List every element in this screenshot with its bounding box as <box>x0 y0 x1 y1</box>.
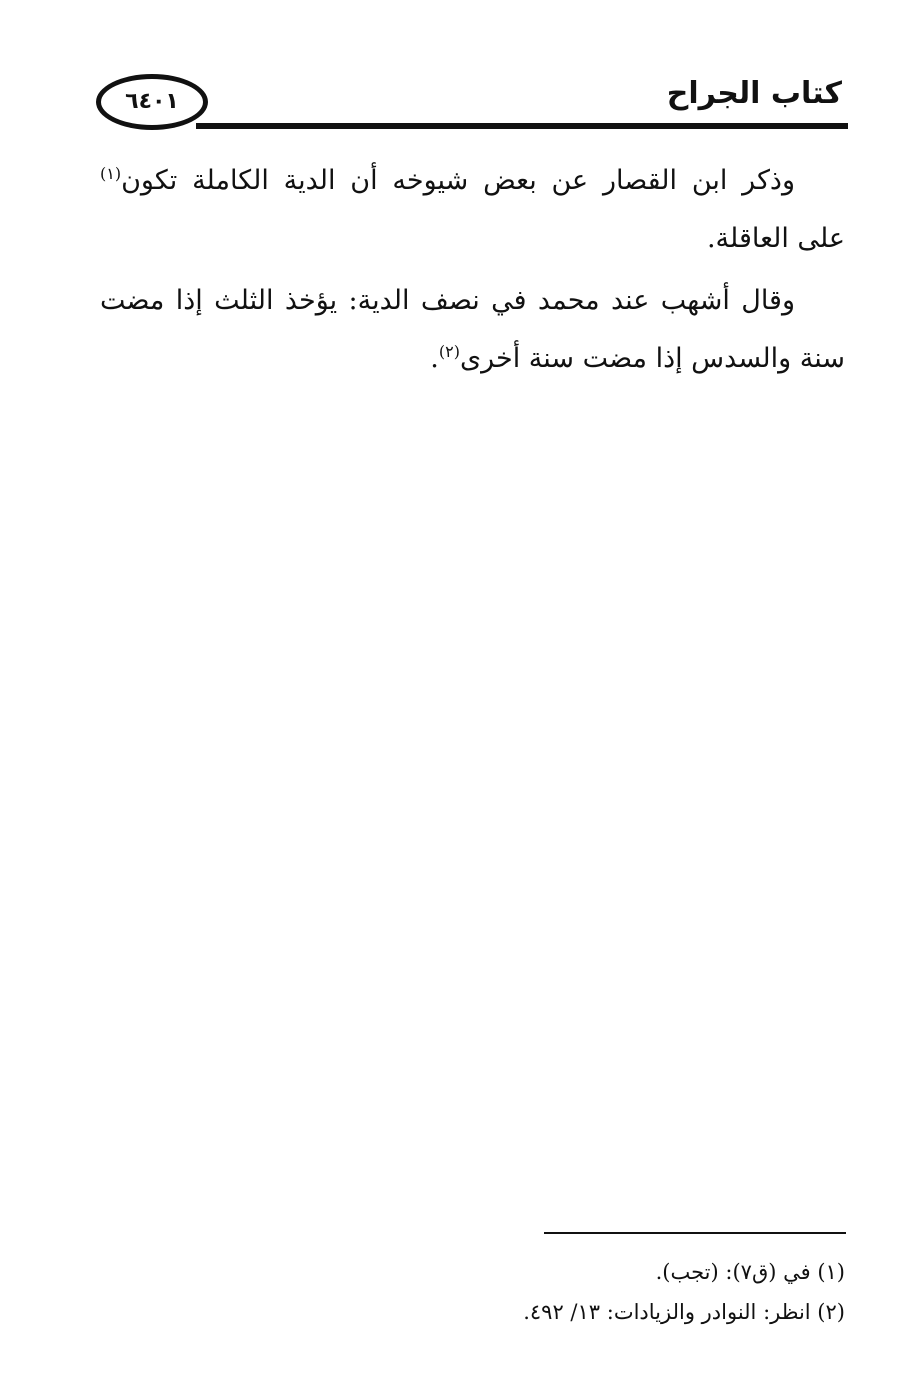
paragraph-1-tail: على العاقلة. <box>706 223 845 254</box>
footnote-2: (٢) انظر: النوادر والزيادات: ١٣/ ٤٩٢. <box>523 1300 845 1324</box>
paragraph-1 <box>100 152 845 268</box>
page-header <box>96 66 848 136</box>
header-rule <box>196 123 848 129</box>
footnote-ref-2: (٢) <box>438 342 460 361</box>
paragraph-2-text: وقال أشهب عند محمد في نصف الدية: يؤخذ الثلث إذا مضت سنة والسدس إذا مضت سنة أخرى <box>100 285 845 374</box>
paragraph-1-text: وذكر ابن القصار عن بعض شيوخه أن الدية الكاملة تكون <box>121 165 795 196</box>
paragraph-2 <box>100 272 845 388</box>
footnote-1: (١) في (ق٧): (تجب). <box>655 1260 845 1284</box>
page-number-badge <box>96 74 208 130</box>
footnotes <box>100 1252 845 1332</box>
footnote-separator <box>544 1232 846 1234</box>
page-number: ٦٤٠١ <box>125 88 179 114</box>
book-title: كتاب الجراح <box>666 76 842 111</box>
main-text <box>100 152 845 392</box>
paragraph-2-tail: . <box>430 343 439 374</box>
footnote-ref-1: (١) <box>100 164 122 183</box>
